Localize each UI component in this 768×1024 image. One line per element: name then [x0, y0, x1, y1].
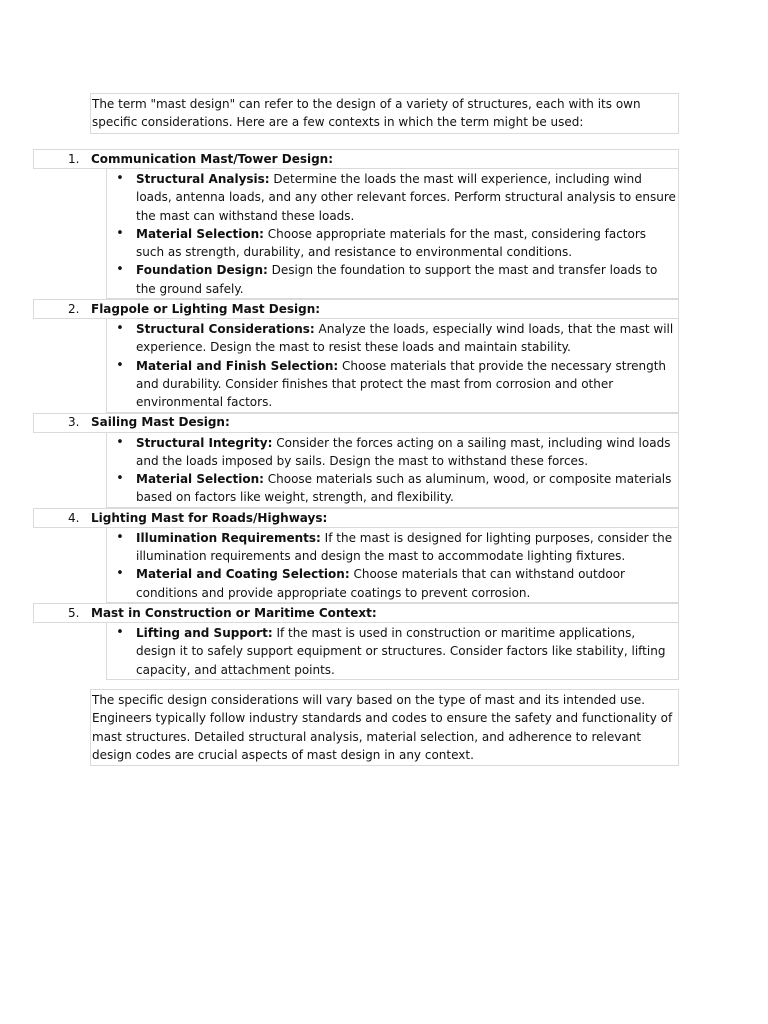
closing-paragraph: The specific design considerations will vary based on the type of mast and its intended use. Engineers typically follow industry standards and codes to ensure the safety and functionality of mast structures. Detailed structural analysis, material selection, and adherence to relevant design codes are crucial aspects of mast design in any context. — [90, 689, 679, 766]
list-item — [107, 470, 678, 507]
bullet-icon: • — [116, 262, 124, 278]
list-item — [107, 320, 678, 357]
item-text: Design the foundation to support the mast and transfer loads to the ground safely. — [136, 263, 658, 296]
item-text: Choose materials that provide the necessary strength and durability. Consider finishes that protect the mast from corrosion and other environmental factors. — [136, 358, 667, 410]
section-title: Flagpole or Lighting Mast Design: — [91, 301, 321, 316]
section-title: Sailing Mast Design: — [91, 415, 230, 430]
item-label: Illumination Requirements: — [136, 530, 321, 545]
bullet-icon: • — [116, 434, 124, 450]
list-section — [0, 299, 768, 412]
item-text: Consider the forces acting on a sailing mast, including wind loads and the loads imposed by sails. Design the mast to withstand these forces. — [136, 435, 671, 468]
list-item — [107, 529, 678, 566]
list-item — [107, 624, 678, 679]
section-title: Communication Mast/Tower Design: — [91, 151, 334, 166]
item-label: Material Selection: — [136, 472, 264, 487]
section-heading — [33, 508, 679, 528]
intro-paragraph: The term "mast design" can refer to the design of a variety of structures, each with its own specific considerations. Here are a few contexts in which the term might be used: — [90, 93, 679, 134]
item-label: Structural Considerations: — [136, 322, 315, 337]
list-item — [107, 434, 678, 471]
bullet-icon: • — [116, 225, 124, 241]
item-label: Material Selection: — [136, 226, 264, 241]
item-label: Structural Integrity: — [136, 435, 273, 450]
list-section — [0, 508, 768, 603]
item-text: Choose materials that can withstand outdoor conditions and provide appropriate coatings to prevent corrosion. — [136, 567, 625, 600]
item-text: Determine the loads the mast will experience, including wind loads, antenna loads, and any other relevant forces. Perform structural analysis to ensure the mast can withstand these loads. — [136, 172, 676, 223]
section-items — [106, 318, 679, 412]
bullet-icon: • — [116, 529, 124, 545]
section-items — [106, 527, 679, 603]
section-items — [106, 432, 679, 508]
bullet-icon: • — [116, 471, 124, 487]
item-text: If the mast is used in construction or maritime applications, design it to safely support equipment or structures. Consider factors like stability, lifting capacity, and attachment points. — [136, 625, 666, 677]
list-item — [107, 170, 678, 225]
item-text: Analyze the loads, especially wind loads, that the mast will experience. Design the mast to resist these loads and maintain stability. — [136, 322, 674, 355]
section-heading — [33, 413, 679, 433]
section-heading — [33, 149, 679, 169]
section-heading — [33, 603, 679, 623]
section-number: 4. — [68, 510, 80, 525]
section-heading — [33, 299, 679, 319]
item-label: Material and Coating Selection: — [136, 567, 350, 582]
item-label: Lifting and Support: — [136, 625, 273, 640]
list-item — [107, 261, 678, 298]
item-text: Choose appropriate materials for the mast, considering factors such as strength, durability, and resistance to environmental conditions. — [136, 226, 647, 260]
bullet-icon: • — [116, 566, 124, 582]
section-items — [106, 622, 679, 680]
section-title: Lighting Mast for Roads/Highways: — [91, 510, 328, 525]
list-item — [107, 565, 678, 602]
section-number: 1. — [68, 151, 80, 166]
bullet-icon: • — [116, 321, 124, 337]
section-number: 3. — [68, 415, 80, 430]
item-text: If the mast is designed for lighting purposes, consider the illumination requirements and design the mast to accommodate lighting fixtures. — [136, 530, 673, 564]
list-item — [107, 225, 678, 262]
bullet-icon: • — [116, 624, 124, 640]
item-label: Foundation Design: — [136, 263, 268, 278]
list-section — [0, 149, 768, 299]
bullet-icon: • — [116, 357, 124, 373]
section-number: 5. — [68, 605, 80, 620]
section-number: 2. — [68, 301, 80, 316]
list-section — [0, 413, 768, 508]
section-items — [106, 168, 679, 299]
item-label: Structural Analysis: — [136, 172, 270, 186]
mast-contexts-list — [0, 149, 768, 680]
list-section — [0, 603, 768, 680]
item-text: Choose materials such as aluminum, wood, or composite materials based on factors like weight, strength, and flexibility. — [136, 472, 672, 505]
list-item — [107, 357, 678, 412]
section-title: Mast in Construction or Maritime Context: — [91, 605, 377, 620]
item-label: Material and Finish Selection: — [136, 358, 339, 373]
bullet-icon: • — [116, 171, 124, 186]
